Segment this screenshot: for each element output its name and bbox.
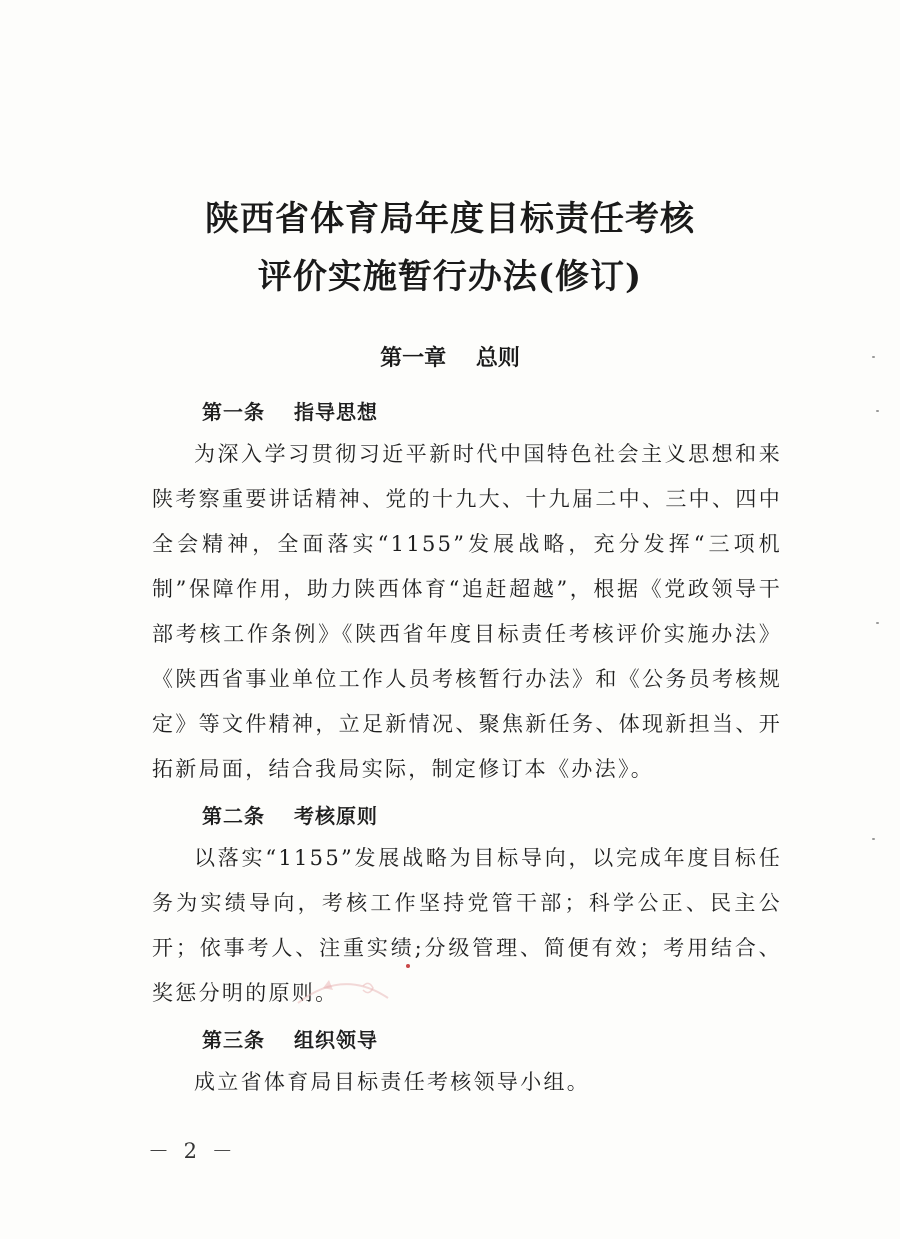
article-3 <box>152 1020 782 1105</box>
article-2 <box>152 796 782 1016</box>
scan-speck <box>872 356 875 358</box>
document-body <box>152 392 782 1105</box>
article-paragraph: 成立省体育局目标责任考核领导小组。 <box>194 1070 591 1094</box>
scan-speck <box>876 622 879 624</box>
page-number: － 2 － <box>148 1139 237 1163</box>
article-1 <box>152 392 782 792</box>
article-heading: 第三条 组织领导 <box>202 1028 378 1052</box>
article-paragraph: 以落实“1155”发展战略为目标导向，以完成年度目标任务为实绩导向，考核工作坚持党管干部；科学公正、民主公开；依事考人、注重实绩;分级管理、简便有效；考用结合、奖惩分明的原则。 <box>152 846 782 1005</box>
document-title <box>0 190 900 306</box>
article-heading: 第二条 考核原则 <box>202 804 378 828</box>
title-line-2: 评价实施暂行办法(修订) <box>257 257 643 297</box>
article-heading: 第一条 指导思想 <box>202 400 378 424</box>
chapter-heading: 第一章 总则 <box>380 346 520 371</box>
scan-speck <box>872 838 875 840</box>
title-line-1: 陕西省体育局年度目标责任考核 <box>205 199 695 239</box>
scan-speck <box>876 410 879 412</box>
article-paragraph: 为深入学习贯彻习近平新时代中国特色社会主义思想和来陕考察重要讲话精神、党的十九大、十九届二中、三中、四中全会精神，全面落实“1155”发展战略，充分发挥“三项机制”保障作用，助力陕西体育“追赶超越”，根据《党政领导干部考核工作条例》《陕西省年度目标责任考核评价实施办法》《陕西省事业单位工作人员考核暂行办法》和《公务员考核规定》等文件精神，立足新情况、聚焦新任务、体现新担当、开拓新局面，结合我局实际，制定修订本《办法》。 <box>152 442 782 781</box>
